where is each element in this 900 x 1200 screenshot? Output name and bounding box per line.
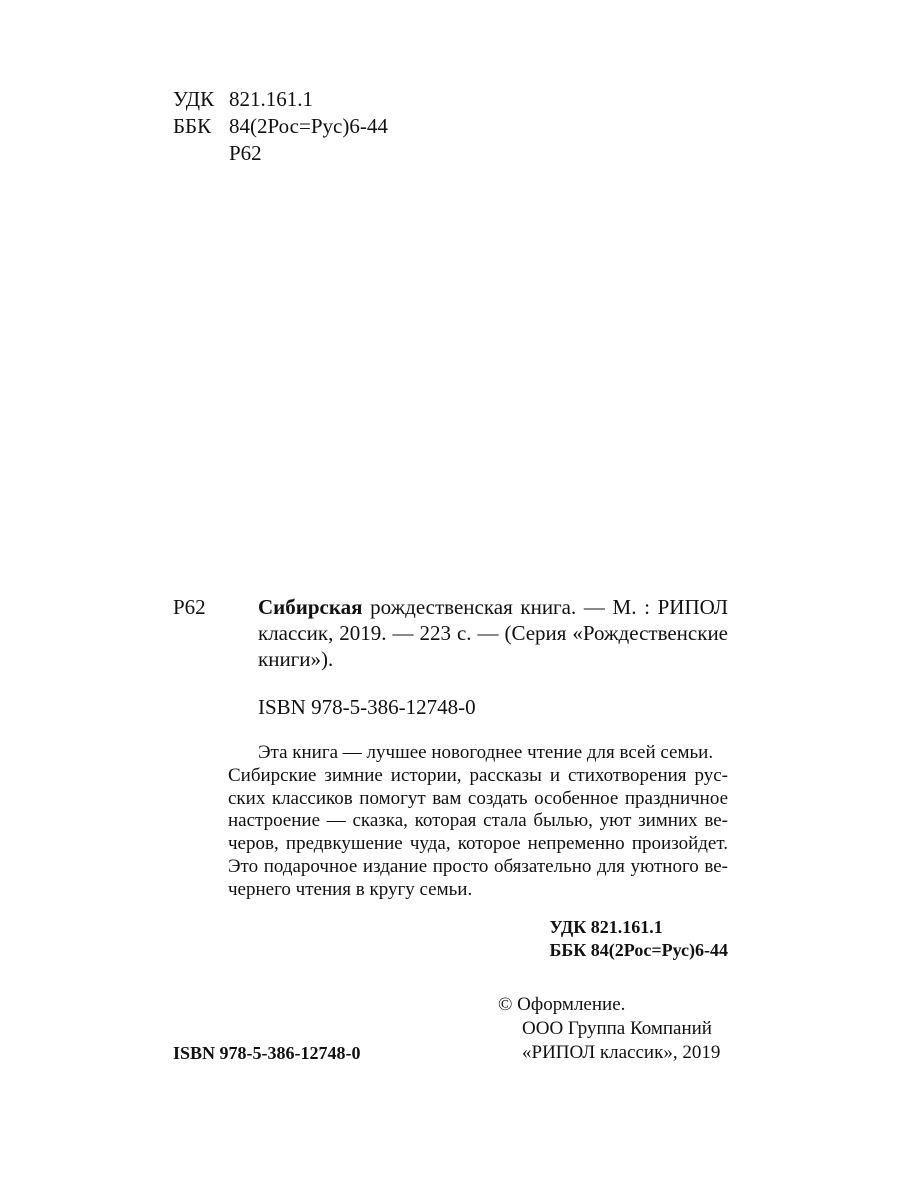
bbk-value: 84(2Рос=Рус)6-44 [229, 114, 388, 138]
title-rest: рождественская книга. — М. : РИПОЛ [362, 595, 728, 619]
copyright-line-3: «РИПОЛ классик», 2019 [522, 1042, 721, 1063]
annotation-line: чернего чтения в кругу семьи. [228, 878, 473, 900]
annotation-line: Это подарочное издание просто обязательно для уютного ве- [228, 855, 728, 877]
udk-bottom: УДК 821.161.1 [549, 917, 663, 937]
description-line-3: книги»). [258, 647, 334, 671]
isbn-bottom: ISBN 978-5-386-12748-0 [173, 1043, 361, 1063]
isbn-record: ISBN 978-5-386-12748-0 [258, 695, 476, 719]
annotation-line: Эта книга — лучшее новогоднее чтение для всей семьи. [258, 742, 714, 763]
annotation-line: Сибирские зимние истории, рассказы и стихотворения рус- [228, 764, 728, 786]
bbk-row [173, 113, 388, 140]
bibliographic-description [258, 594, 728, 672]
udk-row [173, 86, 388, 113]
bbk-label: ББК [173, 114, 212, 138]
description-line-1 [258, 594, 728, 620]
author-mark-top: Р62 [229, 141, 262, 165]
copyright-block [498, 993, 720, 1065]
classification-block-top [173, 86, 388, 167]
annotation-line: черов, предвкушение чуда, которое непременно произойдет. [228, 833, 728, 855]
udk-value: 821.161.1 [229, 87, 313, 111]
copyright-line-2: ООО Группа Компаний [522, 1018, 712, 1039]
author-mark-row [173, 140, 388, 167]
udk-label: УДК [173, 87, 215, 111]
classification-block-bottom [549, 916, 728, 962]
title-bold: Сибирская [258, 595, 363, 619]
author-mark: Р62 [173, 595, 206, 619]
annotation-line: ских классиков помогут вам создать особенное праздничное [228, 787, 728, 809]
annotation-line: настроение — сказка, которая стала былью, уют зимних ве- [228, 810, 728, 832]
bbk-bottom: ББК 84(2Рос=Рус)6-44 [549, 940, 728, 960]
copyright-line-1: © Оформление. [498, 994, 626, 1015]
description-line-2: классик, 2019. — 223 с. — (Серия «Рождественские [258, 621, 728, 645]
annotation [228, 742, 728, 902]
